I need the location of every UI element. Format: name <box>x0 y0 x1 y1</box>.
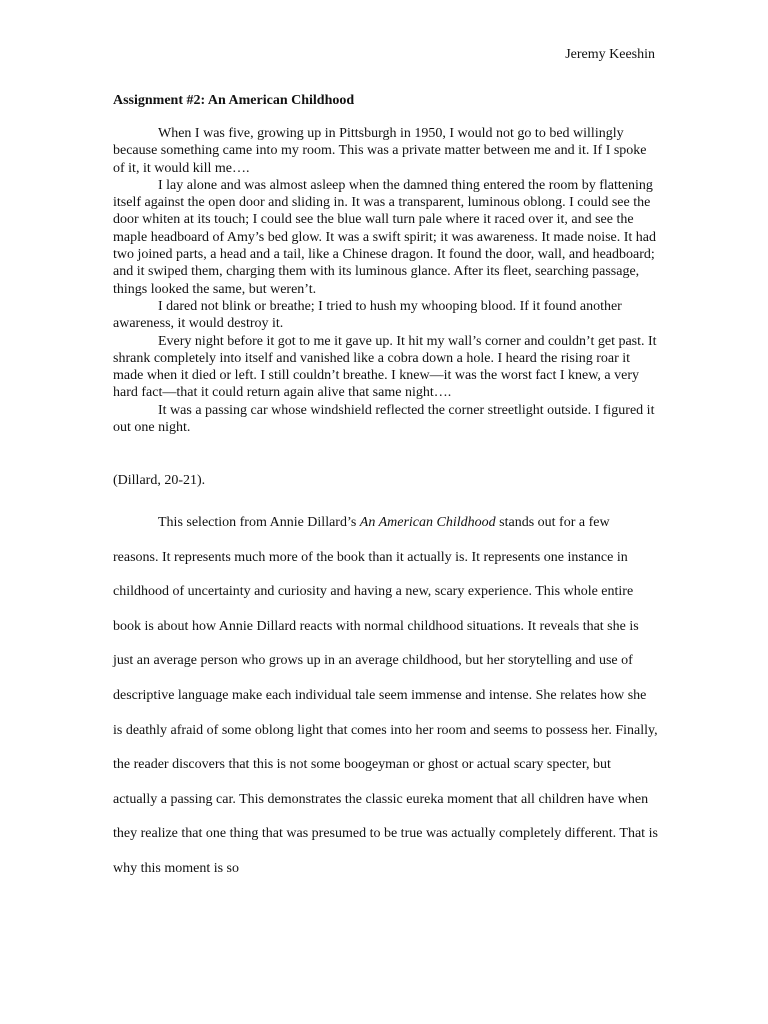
book-title: An American Childhood <box>359 515 496 530</box>
essay-paragraph <box>113 506 658 887</box>
assignment-title: Assignment #2: An American Childhood <box>113 93 355 108</box>
essay-text-intro: This selection from Annie Dillard’s <box>158 515 360 530</box>
author-name: Jeremy Keeshin <box>565 47 655 62</box>
citation: (Dillard, 20-21). <box>113 473 206 488</box>
quote-paragraph: I dared not blink or breathe; I tried to hush my whooping blood. If it found another awareness, it would destroy it. <box>113 298 622 332</box>
quote-paragraph: I lay alone and was almost asleep when the damned thing entered the room by flattening itself against the open door and sliding in. It was a transparent, luminous oblong. I could see the door whiten at its touch; I could see the blue wall turn pale where it raced over it, and see the maple headboard of Amy’s bed glow. It was a swift spirit; it was awareness. It made noise. It had two joined parts, a head and a tail, like a Chinese dragon. It found the door, wall, and headboard; and it swiped them, charging them with its luminous glance. After its fleet, searching passage, things looked the same, but weren’t. <box>113 177 657 297</box>
quote-paragraph: It was a passing car whose windshield reflected the corner streetlight outside. I figured it out one night. <box>113 402 655 436</box>
quote-paragraph: When I was five, growing up in Pittsburgh in 1950, I would not go to bed willingly because something came into my room. This was a private matter between me and it. If I spoke of it, it would kill me…. <box>113 126 647 176</box>
block-quote <box>113 125 658 436</box>
essay-text-body: stands out for a few reasons. It represents much more of the book than it actually is. It represents one instance in childhood of uncertainty and curiosity and having a new, scary experience. This whole entire book is about how Annie Dillard reacts with normal childhood situations. It reveals that she is just an average person who grows up in an average childhood, but her storytelling and use of descriptive language make each individual tale seem immense and intense. She relates how she is deathly afraid of some oblong light that comes into her room and seems to possess her. Finally, the reader discovers that this is not some boogeyman or ghost or actual scary specter, but actually a passing car. This demonstrates the classic eureka moment that all children have when they realize that one thing that was presumed to be true was actually completely different. That is why this moment is so <box>113 515 658 876</box>
quote-paragraph: Every night before it got to me it gave up. It hit my wall’s corner and couldn’t get past. It shrank completely into itself and vanished like a cobra down a hole. I heard the rising roar it made when it died or left. I still couldn’t breathe. I knew—it was the worst fact I knew, a very hard fact—that it could return again alive that same night…. <box>113 333 657 401</box>
